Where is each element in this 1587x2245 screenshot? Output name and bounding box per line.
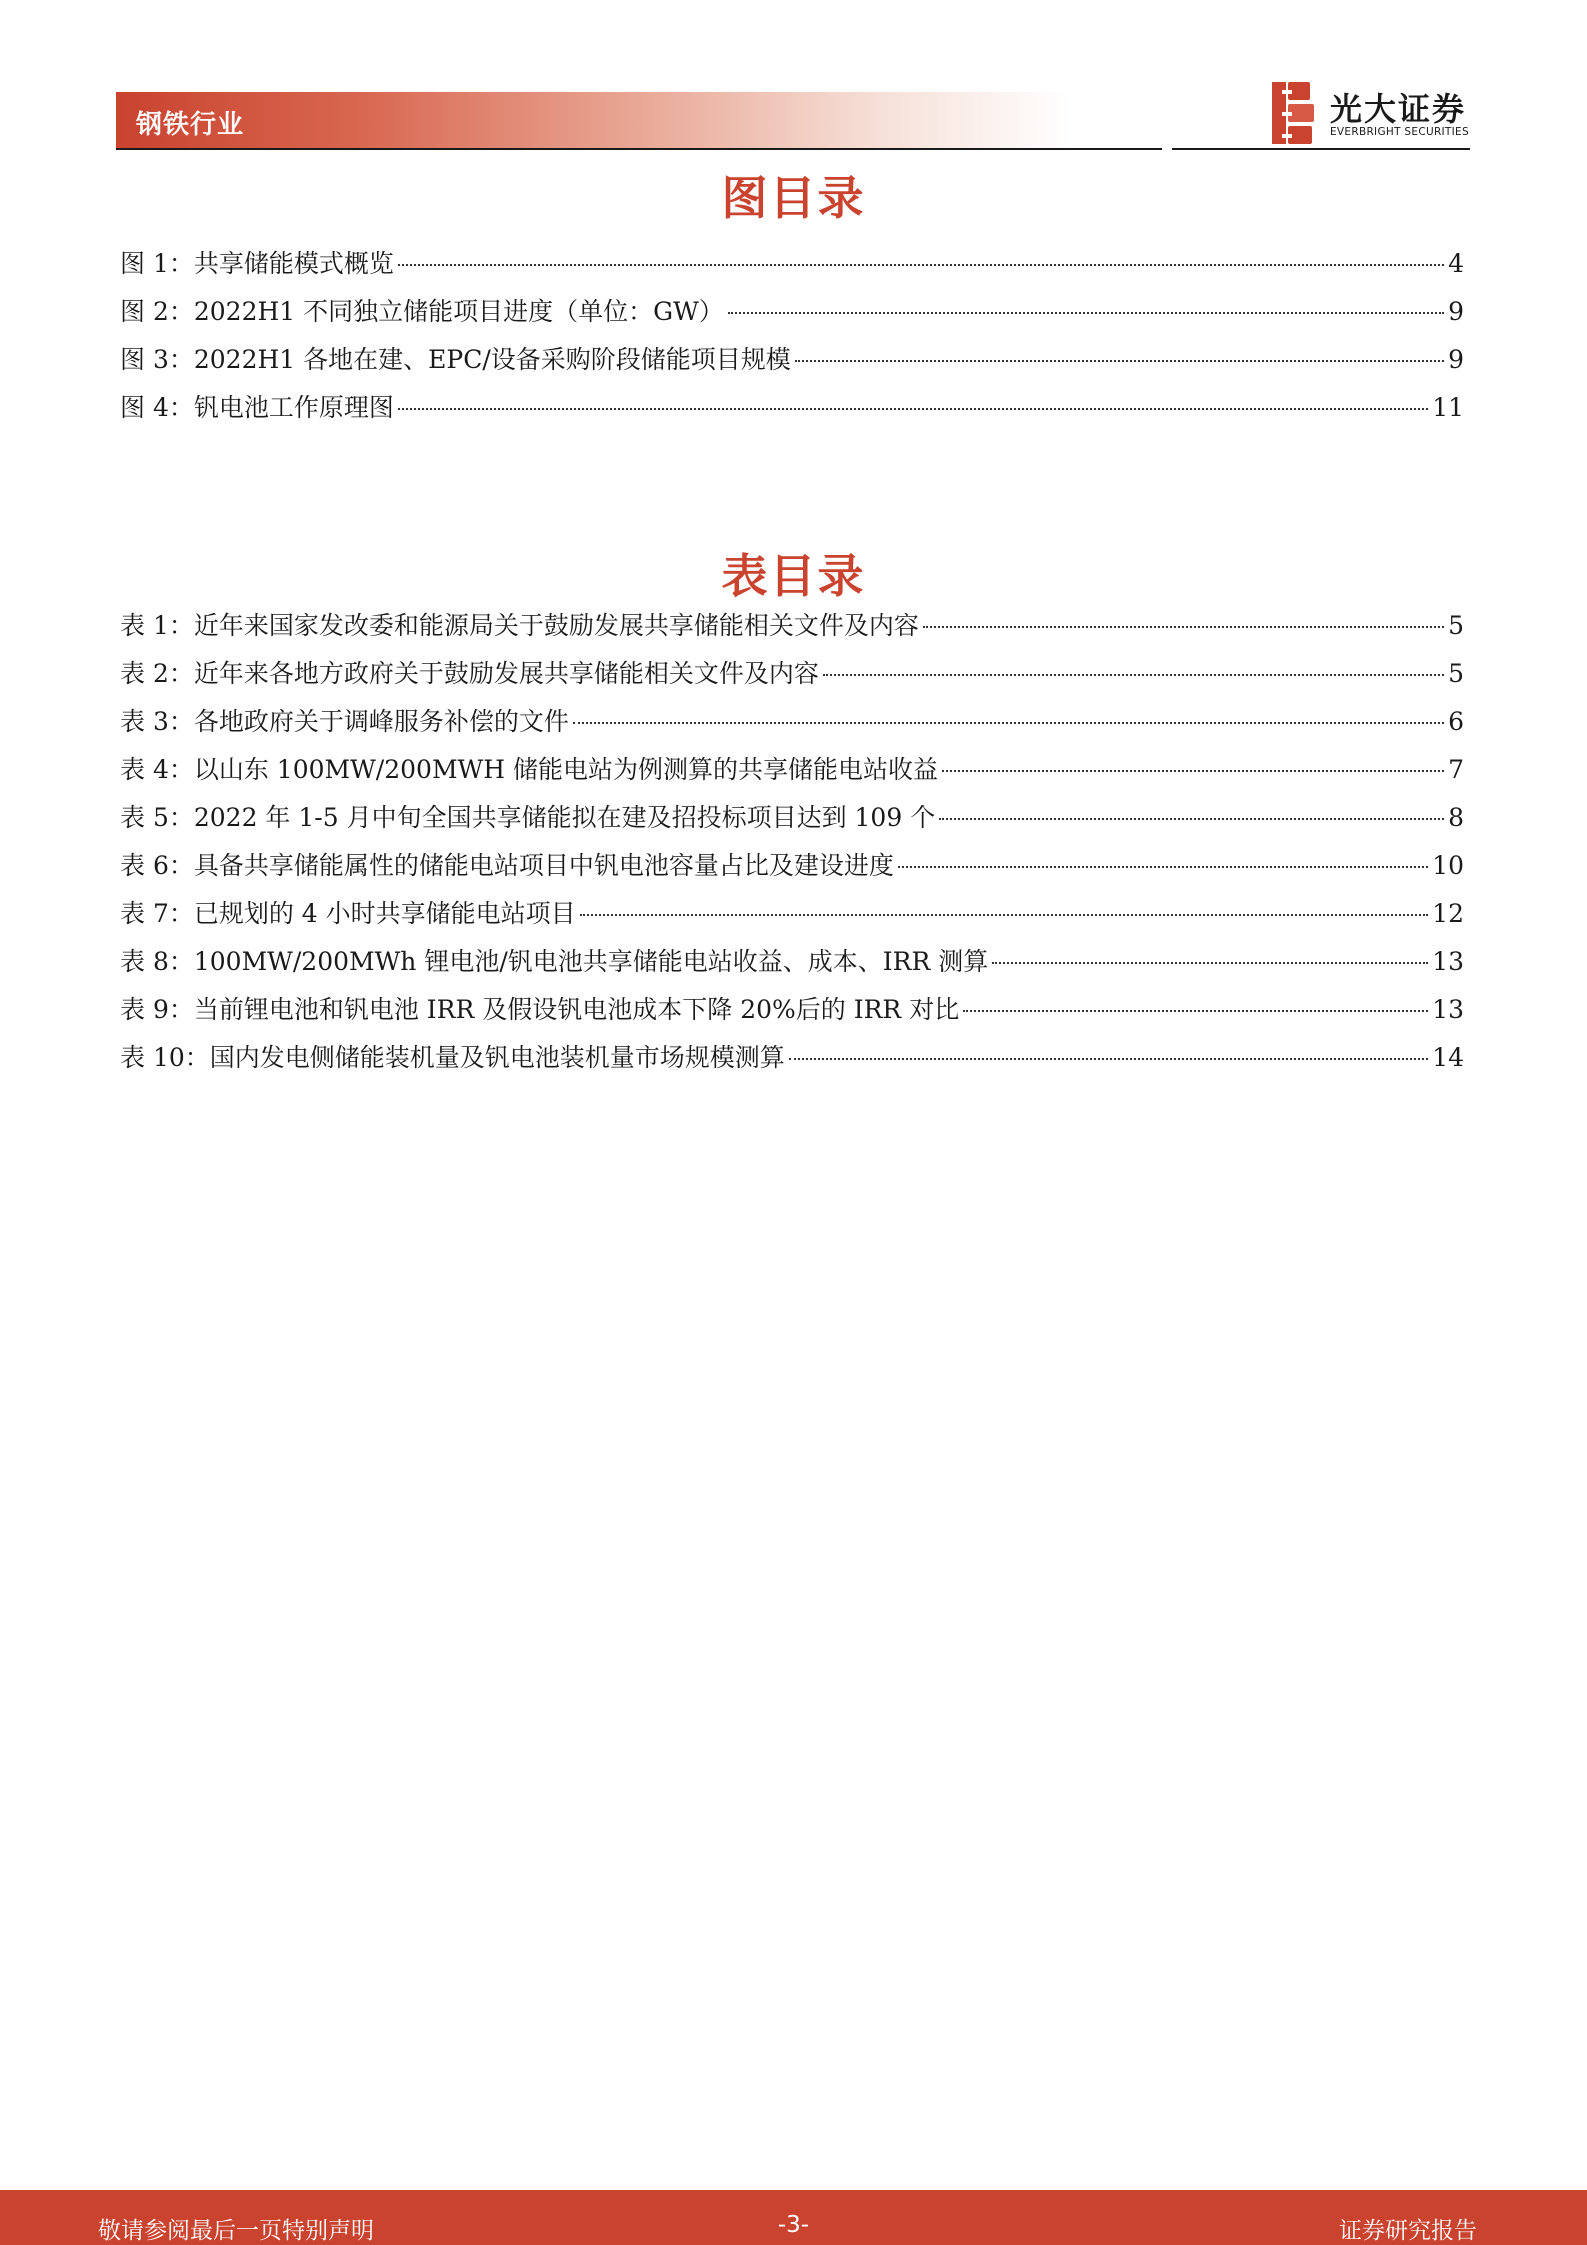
toc-entry-label: 图 3：2022H1 各地在建、EPC/设备采购阶段储能项目规模 bbox=[120, 345, 791, 374]
toc-entry-page: 13 bbox=[1432, 947, 1464, 976]
toc-entry-label: 表 2：近年来各地方政府关于鼓励发展共享储能相关文件及内容 bbox=[120, 659, 819, 688]
toc-leader-dots bbox=[573, 722, 1444, 724]
footer-page-number: -3- bbox=[777, 2212, 810, 2238]
toc-entry-label: 表 5：2022 年 1-5 月中旬全国共享储能拟在建及招投标项目达到 109 个 bbox=[120, 803, 936, 832]
toc-entry-label: 表 4：以山东 100MW/200MWH 储能电站为例测算的共享储能电站收益 bbox=[120, 755, 938, 784]
toc-entry-page: 9 bbox=[1448, 345, 1464, 374]
toc-entry-page: 11 bbox=[1432, 393, 1464, 422]
toc-leader-dots bbox=[963, 1010, 1428, 1012]
toc-entry-figure-3[interactable] bbox=[120, 336, 1464, 384]
toc-leader-dots bbox=[795, 360, 1444, 362]
toc-leader-dots bbox=[992, 962, 1428, 964]
toc-leader-dots bbox=[823, 674, 1444, 676]
toc-entry-label: 图 1：共享储能模式概览 bbox=[120, 249, 394, 278]
toc-leader-dots bbox=[898, 866, 1428, 868]
toc-leader-dots bbox=[580, 914, 1429, 916]
toc-entry-page: 5 bbox=[1448, 611, 1464, 640]
toc-entry-label: 表 6：具备共享储能属性的储能电站项目中钒电池容量占比及建设进度 bbox=[120, 851, 894, 880]
toc-entry-table-6[interactable] bbox=[120, 842, 1464, 890]
toc-leader-dots bbox=[923, 626, 1444, 628]
toc-leader-dots bbox=[398, 408, 1428, 410]
toc-entry-table-4[interactable] bbox=[120, 746, 1464, 794]
toc-entry-label: 表 7：已规划的 4 小时共享储能电站项目 bbox=[120, 899, 576, 928]
industry-label: 钢铁行业 bbox=[136, 110, 245, 140]
logo-english-name: EVERBRIGHT SECURITIES bbox=[1330, 126, 1469, 138]
figure-list-title: 图目录 bbox=[721, 171, 866, 225]
logo-chinese-name: 光大证券 bbox=[1330, 90, 1467, 128]
toc-entry-page: 5 bbox=[1448, 659, 1464, 688]
toc-entry-page: 14 bbox=[1432, 1043, 1464, 1072]
toc-entry-page: 12 bbox=[1432, 899, 1464, 928]
footer-report-type: 证券研究报告 bbox=[1339, 2218, 1477, 2244]
toc-leader-dots bbox=[789, 1058, 1428, 1060]
toc-entry-table-2[interactable] bbox=[120, 650, 1464, 698]
toc-entry-table-9[interactable] bbox=[120, 986, 1464, 1034]
toc-entry-page: 8 bbox=[1448, 803, 1464, 832]
toc-entry-page: 9 bbox=[1448, 297, 1464, 326]
toc-entry-table-3[interactable] bbox=[120, 698, 1464, 746]
company-logo bbox=[1272, 82, 1472, 144]
toc-leader-dots bbox=[942, 770, 1444, 772]
toc-entry-figure-1[interactable] bbox=[120, 240, 1464, 288]
toc-entry-label: 表 9：当前锂电池和钒电池 IRR 及假设钒电池成本下降 20%后的 IRR 对比 bbox=[120, 995, 960, 1024]
toc-entry-table-7[interactable] bbox=[120, 890, 1464, 938]
toc-entry-label: 表 10：国内发电侧储能装机量及钒电池装机量市场规模测算 bbox=[120, 1043, 785, 1072]
header-divider-gap bbox=[1162, 147, 1172, 151]
toc-entry-figure-4[interactable] bbox=[120, 384, 1464, 432]
everbright-logo-icon bbox=[1272, 82, 1316, 144]
toc-leader-dots bbox=[939, 818, 1444, 820]
toc-entry-page: 13 bbox=[1432, 995, 1464, 1024]
header-band bbox=[116, 92, 1071, 148]
toc-entry-label: 表 8：100MW/200MWh 锂电池/钒电池共享储能电站收益、成本、IRR 测算 bbox=[120, 947, 989, 976]
toc-entry-page: 10 bbox=[1432, 851, 1464, 880]
toc-entry-table-8[interactable] bbox=[120, 938, 1464, 986]
toc-entry-page: 7 bbox=[1448, 755, 1464, 784]
toc-entry-figure-2[interactable] bbox=[120, 288, 1464, 336]
header-divider bbox=[116, 148, 1470, 150]
figure-toc bbox=[120, 240, 1464, 432]
toc-leader-dots bbox=[728, 312, 1444, 314]
toc-entry-label: 图 4：钒电池工作原理图 bbox=[120, 393, 394, 422]
footer-disclaimer-note: 敬请参阅最后一页特别声明 bbox=[98, 2218, 374, 2244]
toc-entry-label: 图 2：2022H1 不同独立储能项目进度（单位：GW） bbox=[120, 297, 724, 326]
toc-entry-table-1[interactable] bbox=[120, 602, 1464, 650]
toc-entry-table-10[interactable] bbox=[120, 1034, 1464, 1082]
toc-entry-page: 4 bbox=[1448, 249, 1464, 278]
table-toc bbox=[120, 602, 1464, 1082]
toc-entry-page: 6 bbox=[1448, 707, 1464, 736]
toc-entry-label: 表 1：近年来国家发改委和能源局关于鼓励发展共享储能相关文件及内容 bbox=[120, 611, 919, 640]
toc-leader-dots bbox=[398, 264, 1444, 266]
toc-entry-table-5[interactable] bbox=[120, 794, 1464, 842]
table-list-title: 表目录 bbox=[721, 549, 866, 603]
toc-entry-label: 表 3：各地政府关于调峰服务补偿的文件 bbox=[120, 707, 569, 736]
